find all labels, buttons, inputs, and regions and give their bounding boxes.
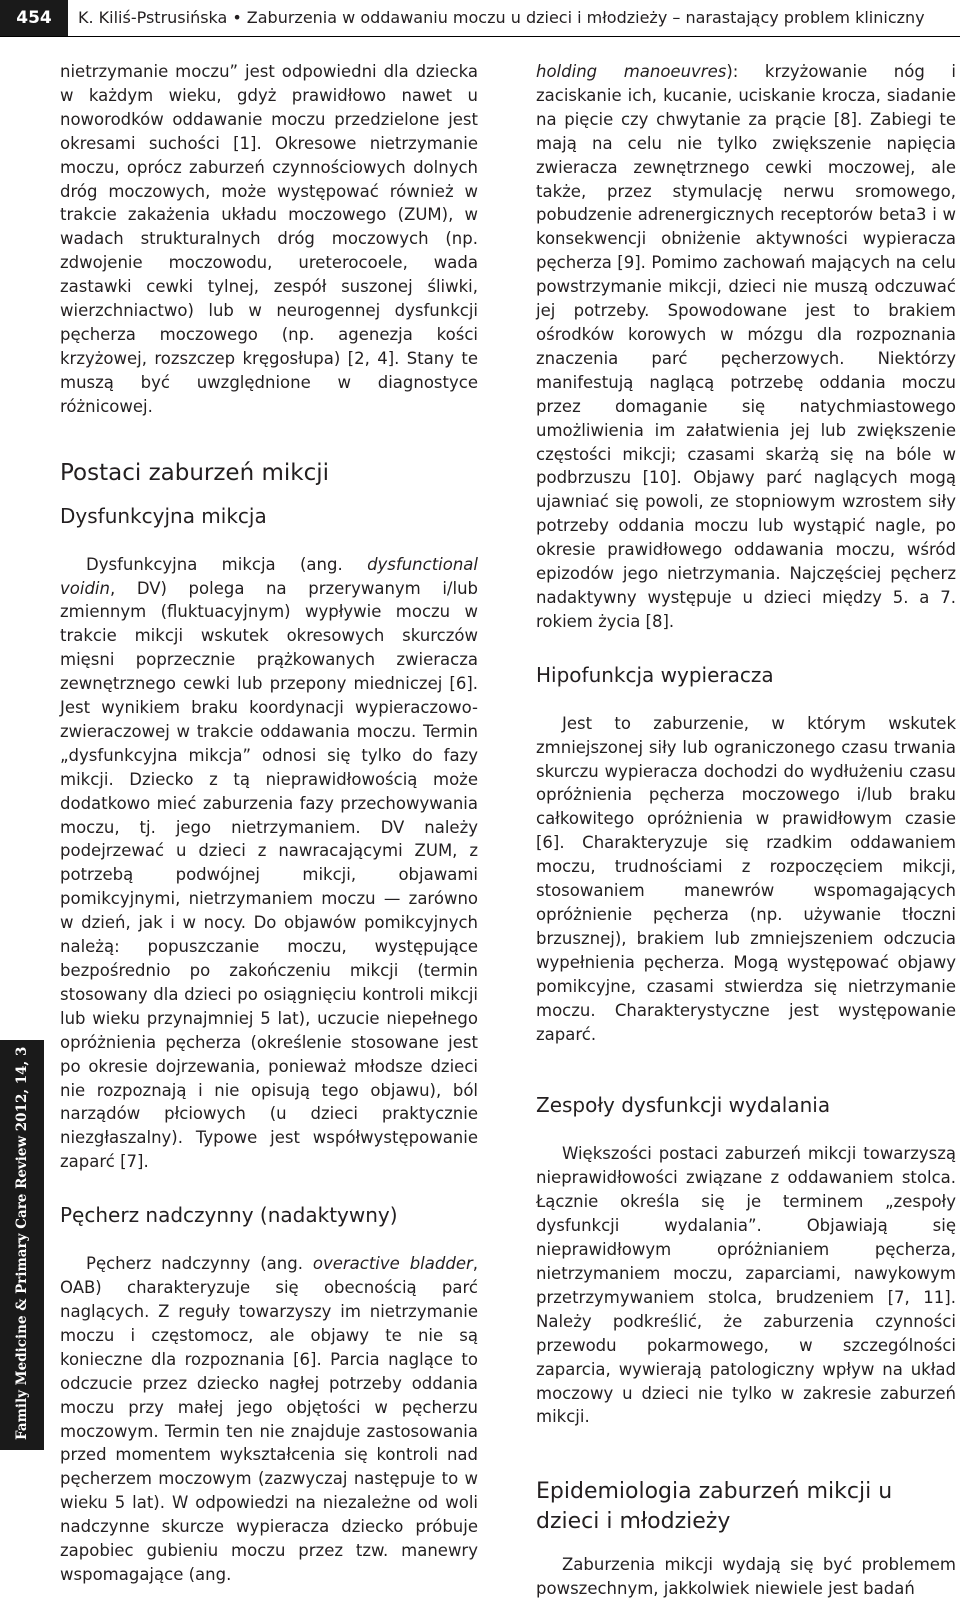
- running-header: [0, 0, 960, 37]
- page-number: 454: [0, 0, 68, 36]
- journal-name: Family Medicine & Primary Care Review 2012, 14, 3: [14, 1046, 30, 1440]
- header-bullet: •: [232, 8, 242, 27]
- paragraph: nietrzymanie moczu” jest odpowiedni dla dziecka w każdym wieku, gdyż prawidłowo nawet u noworodków oddawanie moczu przedzielone jest okresami suchości [1]. Okresowe nietrzymanie moczu, oprócz zaburzeń czynnościowych dolnych dróg moczowych, może występować również w trakcie zakażenia układu moczowego (ZUM), w wadach strukturalnych dróg moczowych (np. zdwojenie moczowodu, ureterocoele, wada zastawki cewki tylnej, zespół suszonej śliwki, wierzchniactwo) lub w neurogennej dysfunkcji pęcherza moczowego (np. agenezja kości krzyżowej, rozszczep kręgosłupa) [2, 4]. Stany te muszą być uwzględnione w diagnostyce różnicowej.: [60, 62, 478, 416]
- running-head-text: [78, 8, 958, 27]
- paragraph: Jest to zaburzenie, w którym wskutek zmniejszonej siły lub ograniczonego czasu trwania skurczu wypieracza dochodzi do wydłużeniu czasu opróżnienia pęcherza moczowego i/lub braku całkowitego opróżnienia w prawidłowym czasie [6]. Charakteryzuje się rzadkim oddawaniem moczu, trudnościami z rozpoczęciem mikcji, stosowaniem manewrów wspomagających opróżnienie pęcherza (np. używanie tłoczni brzusznej), brakiem lub zmniejszeniem odczucia wypełnienia pęcherza. Mogą występować objawy pomikcyjne, czasami stwierdza się nietrzymanie moczu. Charakterystyczne jest występowanie zaparć.: [536, 713, 956, 1044]
- paragraph: Zaburzenia mikcji wydają się być problemem powszechnym, jakkolwiek niewiele jest badań: [536, 1555, 956, 1599]
- paragraph: Większości postaci zaburzeń mikcji towarzyszą nieprawidłowości związane z oddawaniem stolca. Łącznie określa się je terminem „zespoły dysfunkcji wydalania”. Objawiają się nieprawidłowym opróżnianiem pęcherza, nietrzymaniem moczu, zaparciami, nawykowym przetrzymywaniem stolca, brudzeniem [7, 11]. Należy podkreślić, że zaburzenia czynności przewodu pokarmowego, w szczególności zaparcia, wywierają patologiczny wpływ na układ moczowy u dzieci nie tylko w zakresie zaburzeń mikcji.: [536, 1144, 956, 1427]
- paragraph: holding manoeuvres): krzyżowanie nóg i zaciskanie ich, kucanie, uciskanie krocza, siadanie na pięcie czy chwytanie za prącie [8]. Zabiegi te mają na celu nie tylko zwiększenie napięcia zwieracza zewnętrznego cewki moczowej, ale także, przez stymulację nerwu sromowego, pobudzenie adrenergicznych receptorów beta3 i w konsekwencji obniżenie aktywności wypieracza pęcherza [9]. Pomimo zachowań mających na celu powstrzymanie mikcji, dzieci nie muszą odczuwać jej potrzeby. Spowodowane jest to brakiem ośrodków korowych w mózgu dla rozpoznania znaczenia parć pęcherzowych. Niektórzy manifestują naglącą potrzebę oddania moczu przez domaganie się natychmiastowego umożliwienia im załatwienia jej lub zwiększenie częstości mikcji; czasami skarżą się na bóle w podbrzuszu [10]. Objawy parć naglących mogą ujawniać się powoli, ze stopniowym wzrostem siły potrzeby oddania moczu lub wystąpić nagle, po okresie prawidłowego oddawania moczu, wśród epizodów jego nietrzymania. Najczęściej pęcherz nadaktywny występuje u dzieci między 5. a 7. rokiem życia [8].: [536, 62, 956, 631]
- section-heading: Epidemiologia zaburzeń mikcji u dzieci i młodzieży: [536, 1479, 893, 1535]
- header-title: Zaburzenia w oddawaniu moczu u dzieci i młodzieży – narastający problem kliniczny: [246, 8, 925, 27]
- subsection-heading: Zespoły dysfunkcji wydalania: [536, 1093, 831, 1118]
- header-author: K. Kiliś-Pstrusińska: [78, 8, 228, 27]
- left-column: [60, 60, 478, 1587]
- section-heading: Postaci zaburzeń mikcji: [60, 459, 330, 486]
- subsection-heading: Dysfunkcyjna mikcja: [60, 503, 267, 528]
- subsection-heading: Pęcherz nadczynny (nadaktywny): [60, 1203, 398, 1228]
- paragraph: Pęcherz nadczynny (ang. overactive bladder, OAB) charakteryzuje się obecnością parć naglących. Z reguły towarzyszy im nietrzymanie moczu i częstomocz, ale objawy te nie są konieczne dla rozpoznania [6]. Parcia naglące to odczucie przez dziecko nagłej potrzeby oddania moczu przy małej jego objętości w pęcherzu moczowym. Termin ten nie znajduje zastosowania przed momentem wykształcenia się kontroli nad pęcherzem moczowym (zazwyczaj następuje to w wieku 5 lat). W odpowiedzi na niezależne od woli nadczynne skurcze wypieracza dziecko próbuje zapobiec gubieniu moczu przez tzw. manewry wspomagające (ang.: [60, 1254, 479, 1584]
- paragraph: Dysfunkcyjna mikcja (ang. dysfunctional voidin, DV) polega na przerywanym i/lub zmiennym (fluktuacyjnym) wypływie moczu w trakcie mikcji wskutek okresowych skurczów mięsni poprzecznie prążkowanych zwieracza zewnętrznego cewki lub przepony miedniczej [6]. Jest wynikiem braku koordynacji wypieraczowo-zwieraczowej w trakcie oddawania moczu. Termin „dysfunkcyjna mikcja” odnosi się tylko do fazy mikcji. Dziecko z tą nieprawidłowością może dodatkowo mieć zaburzenia fazy przechowywania moczu, tj. jego nietrzymaniem. DV należy podejrzewać u dzieci z nawracającymi ZUM, z potrzebą podwójnej mikcji, objawami pomikcyjnymi, nietrzymaniem moczu — zarówno w dzień, jak i w nocy. Do objawów pomikcyjnych należą: popuszczanie moczu, występujące bezpośrednio po zakończeniu mikcji (termin stosowany dla dzieci po osiągnięciu kontroli mikcji lub wieku przynajmniej 5 lat), uczucie niepełnego opróżnienia pęcherza (określenie stosowane jest po okresie dojrzewania, ponieważ młodsze dzieci nie rozpoznają i nie opisują tego objawu), ból narządów płciowych (u dzieci praktycznie niezgłaszalny). Typowe jest współwystępowanie zaparć [7].: [60, 554, 478, 1172]
- subsection-heading: Hipofunkcja wypieracza: [536, 662, 774, 687]
- right-column: [536, 60, 956, 1601]
